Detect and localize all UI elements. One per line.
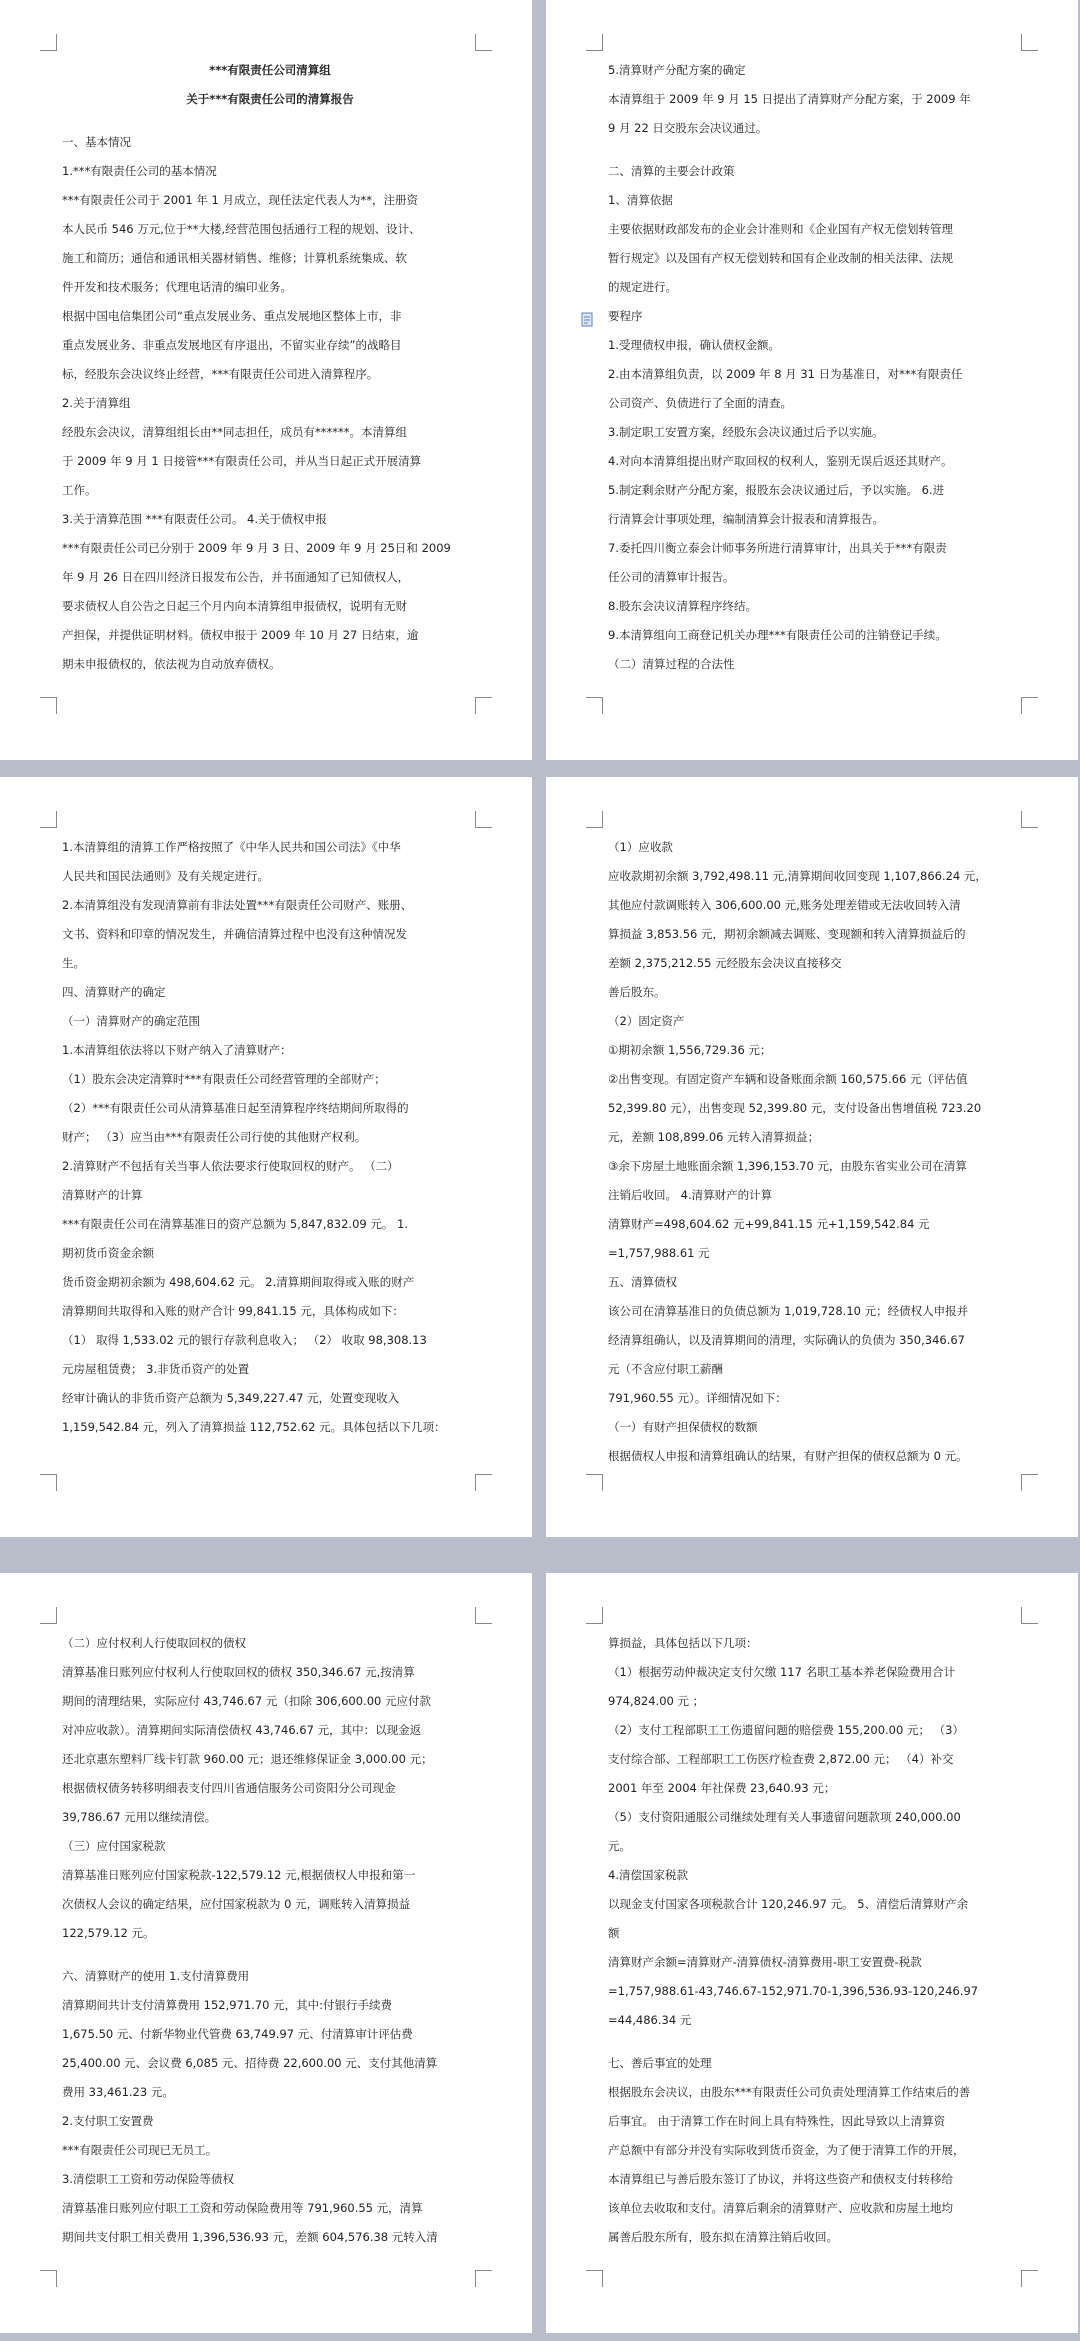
text-line: 3.制定职工安置方案，经股东会决议通过后予以实施。 [608,425,884,439]
crop-mark [475,2270,492,2287]
text-line: 算损益 3,853.56 元，期初余额减去调账、变现额和转入清算损益后的 [608,927,966,941]
text-line: （1） 取得 1,533.02 元的银行存款利息收入； （2） 收取 98,308.13 [62,1333,427,1347]
text-line: （2）固定资产 [608,1014,685,1028]
text-line: 1.受理债权申报，确认债权金额。 [608,338,780,352]
document-title: ***有限责任公司清算组 [209,63,331,77]
text-line: 五、清算债权 [608,1275,677,1289]
document-page-3 [0,777,532,1537]
text-line: 期间的清理结果，实际应付 43,746.67 元（扣除 306,600.00 元应付款 [62,1694,431,1708]
text-line: 额 [608,1926,620,1940]
text-line: 2.清算财产不包括有关当事人依法要求行使取回权的财产。 （二） [62,1159,399,1173]
text-line: 对冲应收款）。清算期间实际清偿债权 43,746.67 元，其中：以现金返 [62,1723,422,1737]
text-line: 2.关于清算组 [62,396,131,410]
text-line: 经股东会决议，清算组组长由**同志担任，成员有******。本清算组 [62,425,407,439]
text-line: （二）清算过程的合法性 [608,657,735,671]
text-line: 期间共支付职工相关费用 1,396,536.93 元，差额 604,576.38 元转入清 [62,2230,438,2244]
text-line: 七、善后事宜的处理 [608,2056,712,2070]
text-line: 标，经股东会决议终止经营，***有限责任公司进入清算程序。 [62,367,379,381]
text-line: 主要依据财政部发布的企业会计准则和《企业国有产权无偿划转管理 [608,222,953,236]
text-line: 7.委托四川衡立泰会计师事务所进行清算审计，出具关于***有限责 [608,541,947,555]
blank-line [62,1948,478,1962]
text-line: 应收款期初余额 3,792,498.11 元,清算期间收回变现 1,107,866.24 元， [608,869,987,883]
text-line: 本人民币 546 万元,位于**大楼,经营范围包括通行工程的规划、设计、 [62,222,421,236]
text-line: 元。 [608,1839,631,1853]
text-line: 2.由本清算组负责，以 2009 年 8 月 31 日为基准日，对***有限责任 [608,367,963,381]
text-line: 注销后收回。 4.清算财产的计算 [608,1188,773,1202]
text-line: 文书、资料和印章的情况发生，并确信清算过程中也没有这种情况发 [62,927,407,941]
text-line: 52,399.80 元），出售变现 52,399.80 元，支付设备出售增值税 723.20 [608,1101,982,1115]
text-line: 清算基准日账列应付职工工资和劳动保险费用等 791,960.55 元，清算 [62,2201,423,2215]
text-line: 人民共和国民法通则》及有关规定进行。 [62,869,269,883]
text-line: 8.股东会决议清算程序终结。 [608,599,757,613]
crop-mark [40,1607,57,1624]
text-line: 期未申报债权的，依法视为自动放弃债权。 [62,657,281,671]
text-line: 产担保，并提供证明材料。债权申报于 2009 年 10 月 27 日结束，逾 [62,628,419,642]
text-line: 清算基准日账列应付国家税款-122,579.12 元,根据债权人申报和第一 [62,1868,416,1882]
blank-line [608,2035,1024,2049]
text-line: =44,486.34 元 [608,2013,692,2027]
text-line: 要求债权人自公告之日起三个月内向本清算组申报债权，说明有无财 [62,599,407,613]
text-line: 5.制定剩余财产分配方案，报股东会决议通过后，予以实施。 6.进 [608,483,945,497]
text-line: 2.支付职工安置费 [62,2114,154,2128]
text-line: 产总额中有部分并没有实际收到货币资金，为了便于清算工作的开展， [608,2143,965,2157]
text-line: ***有限责任公司已分别于 2009 年 9 月 3 日、2009 年 9 月 25日和 2009 [62,541,451,555]
crop-mark [1021,1607,1038,1624]
text-line: 3.清偿职工工资和劳动保险等债权 [62,2172,234,2186]
crop-mark [475,34,492,51]
text-line: 暂行规定》以及国有产权无偿划转和国有企业改制的相关法律、法规 [608,251,953,265]
crop-mark [1021,811,1038,828]
text-line: 3.关于清算范围 ***有限责任公司。 4.关于债权申报 [62,512,328,526]
text-line: 属善后股东所有，股东拟在清算注销后收回。 [608,2230,838,2244]
text-line: 1,675.50 元、付新华物业代管费 63,749.97 元、付清算审计评估费 [62,2027,413,2041]
text-line: 差额 2,375,212.55 元经股东会决议直接移交 [608,956,842,970]
crop-mark [586,697,603,714]
text-line: 施工和简历；通信和通讯相关器材销售、维修；计算机系统集成、软 [62,251,407,265]
crop-mark [40,811,57,828]
text-line: ***有限责任公司于 2001 年 1 月成立，现任法定代表人为**，注册资 [62,193,418,207]
crop-mark [40,34,57,51]
text-line: 二、清算的主要会计政策 [608,164,735,178]
text-line: （1）应收款 [608,840,673,854]
text-line: 791,960.55 元）。详细情况如下： [608,1391,787,1405]
text-line: 期初货币资金余额 [62,1246,154,1260]
text-line: 4.清偿国家税款 [608,1868,688,1882]
text-line: 122,579.12 元。 [62,1926,155,1940]
text-line: 四、清算财产的确定 [62,985,166,999]
text-line: 次债权人会议的确定结果，应付国家税款为 0 元，调账转入清算损益 [62,1897,411,1911]
crop-mark [586,34,603,51]
text-line: ***有限责任公司在清算基准日的资产总额为 5,847,832.09 元。 1. [62,1217,409,1231]
text-line: （2）支付工程部职工工伤遗留问题的赔偿费 155,200.00 元； （3） [608,1723,964,1737]
text-line: 2001 年至 2004 年社保费 23,640.93 元； [608,1781,836,1795]
text-line: 经清算组确认，以及清算期间的清理，实际确认的负债为 350,346.67 [608,1333,965,1347]
document-page-1 [0,0,532,760]
text-line: 费用 33,461.23 元。 [62,2085,174,2099]
text-line: 5.清算财产分配方案的确定 [608,63,746,77]
text-line: 一、基本情况 [62,135,131,149]
text-line: 算损益，具体包括以下几项： [608,1636,758,1650]
page-text [608,56,1024,679]
text-line: 本清算组于 2009 年 9 月 15 日提出了清算财产分配方案，于 2009 年 [608,92,971,106]
text-line: 39,786.67 元用以继续清偿。 [62,1810,217,1824]
text-line: 以现金支付国家各项税款合计 120,246.97 元。 5、清偿后清算财产余 [608,1897,969,1911]
text-line: 货币资金期初余额为 498,604.62 元。 2.清算期间取得或入账的财产 [62,1275,415,1289]
text-line: 清算基准日账列应付权利人行使取回权的债权 350,346.67 元,按清算 [62,1665,415,1679]
text-line: 工作。 [62,483,97,497]
text-line: 本清算组已与善后股东签订了协议，并将这些资产和债权支付转移给 [608,2172,953,2186]
text-line: 25,400.00 元、会议费 6,085 元、招待费 22,600.00 元、支付其他清算 [62,2056,438,2070]
text-line: 974,824.00 元 ； [608,1694,705,1708]
crop-mark [40,2270,57,2287]
text-line: 公司资产、负债进行了全面的清查。 [608,396,792,410]
text-line: 元房屋租赁费； 3.非货币资产的处置 [62,1362,250,1376]
text-line: 清算期间共取得和入账的财产合计 99,841.15 元，具体构成如下： [62,1304,404,1318]
crop-mark [475,1607,492,1624]
text-line: （二）应付权利人行使取回权的债权 [62,1636,246,1650]
page-text [62,56,478,679]
text-line: 件开发和技术服务；代理电话清的编印业务。 [62,280,292,294]
crop-mark [586,2270,603,2287]
text-line: 财产； （3）应当由***有限责任公司行使的其他财产权利。 [62,1130,367,1144]
text-line: 1、清算依据 [608,193,673,207]
page-text [608,833,1024,1471]
text-line: 根据股东会决议，由股东***有限责任公司负责处理清算工作结束后的善 [608,2085,971,2099]
text-line: （1）股东会决定清算时***有限责任公司经营管理的全部财产； [62,1072,386,1086]
page-text [62,833,478,1442]
text-line: 任公司的清算审计报告。 [608,570,735,584]
text-line: 还北京惠东塑料厂线卡钉款 960.00 元；退还维修保证金 3,000.00 元； [62,1752,433,1766]
paragraph-doc-icon[interactable] [580,312,596,328]
text-line: =1,757,988.61 元 [608,1246,710,1260]
crop-mark [586,1607,603,1624]
crop-mark [40,697,57,714]
text-line: 元（不含应付职工薪酬 [608,1362,723,1376]
text-line: 1.本清算组依法将以下财产纳入了清算财产： [62,1043,292,1057]
crop-mark [475,811,492,828]
document-page-5 [0,1573,532,2333]
crop-mark [586,1474,603,1491]
text-line: 1.***有限责任公司的基本情况 [62,164,217,178]
text-line: 4.对向本清算组提出财产取回权的权利人，鉴别无误后返还其财产。 [608,454,953,468]
text-line: 根据债权债务转移明细表支付四川省通信服务公司资阳分公司现金 [62,1781,396,1795]
document-page-2 [546,0,1078,760]
text-line: 1.本清算组的清算工作严格按照了《中华人民共和国公司法》《中华 [62,840,401,854]
blank-line [62,114,478,128]
text-line: 后事宜。 由于清算工作在时间上具有特殊性，因此导致以上清算资 [608,2114,946,2128]
text-line: （5）支付资阳通服公司继续处理有关人事遗留问题款项 240,000.00 [608,1810,961,1824]
text-line: 重点发展业务、非重点发展地区有序退出，不留实业存续”的战略目 [62,338,402,352]
text-line: 支付综合部、工程部职工工伤医疗检查费 2,872.00 元； （4）补交 [608,1752,954,1766]
page-text [608,1629,1024,2252]
text-line: 元，差额 108,899.06 元转入清算损益； [608,1130,820,1144]
text-line: 1,159,542.84 元，列入了清算损益 112,752.62 元。具体包括以下几项： [62,1420,446,1434]
text-line: 行清算会计事项处理，编制清算会计报表和清算报告。 [608,512,884,526]
text-line: （三）应付国家税款 [62,1839,166,1853]
crop-mark [1021,34,1038,51]
text-line: 该公司在清算基准日的负债总额为 1,019,728.10 元；经债权人申报并 [608,1304,969,1318]
text-line: （一）有财产担保债权的数额 [608,1420,758,1434]
text-line: 清算期间共计支付清算费用 152,971.70 元，其中:付银行手续费 [62,1998,393,2012]
text-line: ②出售变现。有固定资产车辆和设备账面余额 160,575.66 元（评估值 [608,1072,968,1086]
text-line: 生。 [62,956,85,970]
crop-mark [1021,697,1038,714]
document-page-6 [546,1573,1078,2333]
text-line: 其他应付款调账转入 306,600.00 元,账务处理差错或无法收回转入清 [608,898,961,912]
text-line: 9 月 22 日交股东会决议通过。 [608,121,768,135]
text-line: 清算财产=498,604.62 元+99,841.15 元+1,159,542.84 元 [608,1217,930,1231]
page-text [62,1629,478,2252]
text-line: 要程序 [608,309,643,323]
text-line: 根据债权人申报和清算组确认的结果，有财产担保的债权总额为 0 元。 [608,1449,968,1463]
crop-mark [475,697,492,714]
text-line: （一）清算财产的确定范围 [62,1014,200,1028]
text-line: =1,757,988.61-43,746.67-152,971.70-1,396,536.93-120,246.97 [608,1984,979,1998]
text-line: 9.本清算组向工商登记机关办理***有限责任公司的注销登记手续。 [608,628,947,642]
crop-mark [586,811,603,828]
document-page-4 [546,777,1078,1537]
text-line: （2）***有限责任公司从清算基准日起至清算程序终结期间所取得的 [62,1101,409,1115]
crop-mark [475,1474,492,1491]
text-line: 根据中国电信集团公司“重点发展业务、重点发展地区整体上市，非 [62,309,402,323]
text-line: （1）根据劳动仲裁决定支付欠缴 117 名职工基本养老保险费用合计 [608,1665,956,1679]
text-line: 于 2009 年 9 月 1 日接管***有限责任公司，并从当日起正式开展清算 [62,454,422,468]
text-line: 清算财产的计算 [62,1188,143,1202]
text-line: ①期初余额 1,556,729.36 元； [608,1043,772,1057]
crop-mark [1021,1474,1038,1491]
text-line: 善后股东。 [608,985,666,999]
crop-mark [40,1474,57,1491]
text-line: 的规定进行。 [608,280,677,294]
text-line: 年 9 月 26 日在四川经济日报发布公告，并书面通知了已知债权人， [62,570,410,584]
text-line: ③余下房屋土地账面余额 1,396,153.70 元，由股东省实业公司在清算 [608,1159,967,1173]
text-line: 清算财产余额=清算财产-清算债权-清算费用-职工安置费-税款 [608,1955,922,1969]
text-line: 经审计确认的非货币资产总额为 5,349,227.47 元，处置变现收入 [62,1391,400,1405]
blank-line [608,143,1024,157]
crop-mark [1021,2270,1038,2287]
text-line: 2.本清算组没有发现清算前有非法处置***有限责任公司财产、账册、 [62,898,413,912]
document-title: 关于***有限责任公司的清算报告 [186,92,354,106]
text-line: 该单位去收取和支付。清算后剩余的清算财产、应收款和房屋土地均 [608,2201,953,2215]
text-line: ***有限责任公司现已无员工。 [62,2143,218,2157]
text-line: 六、清算财产的使用 1.支付清算费用 [62,1969,250,1983]
